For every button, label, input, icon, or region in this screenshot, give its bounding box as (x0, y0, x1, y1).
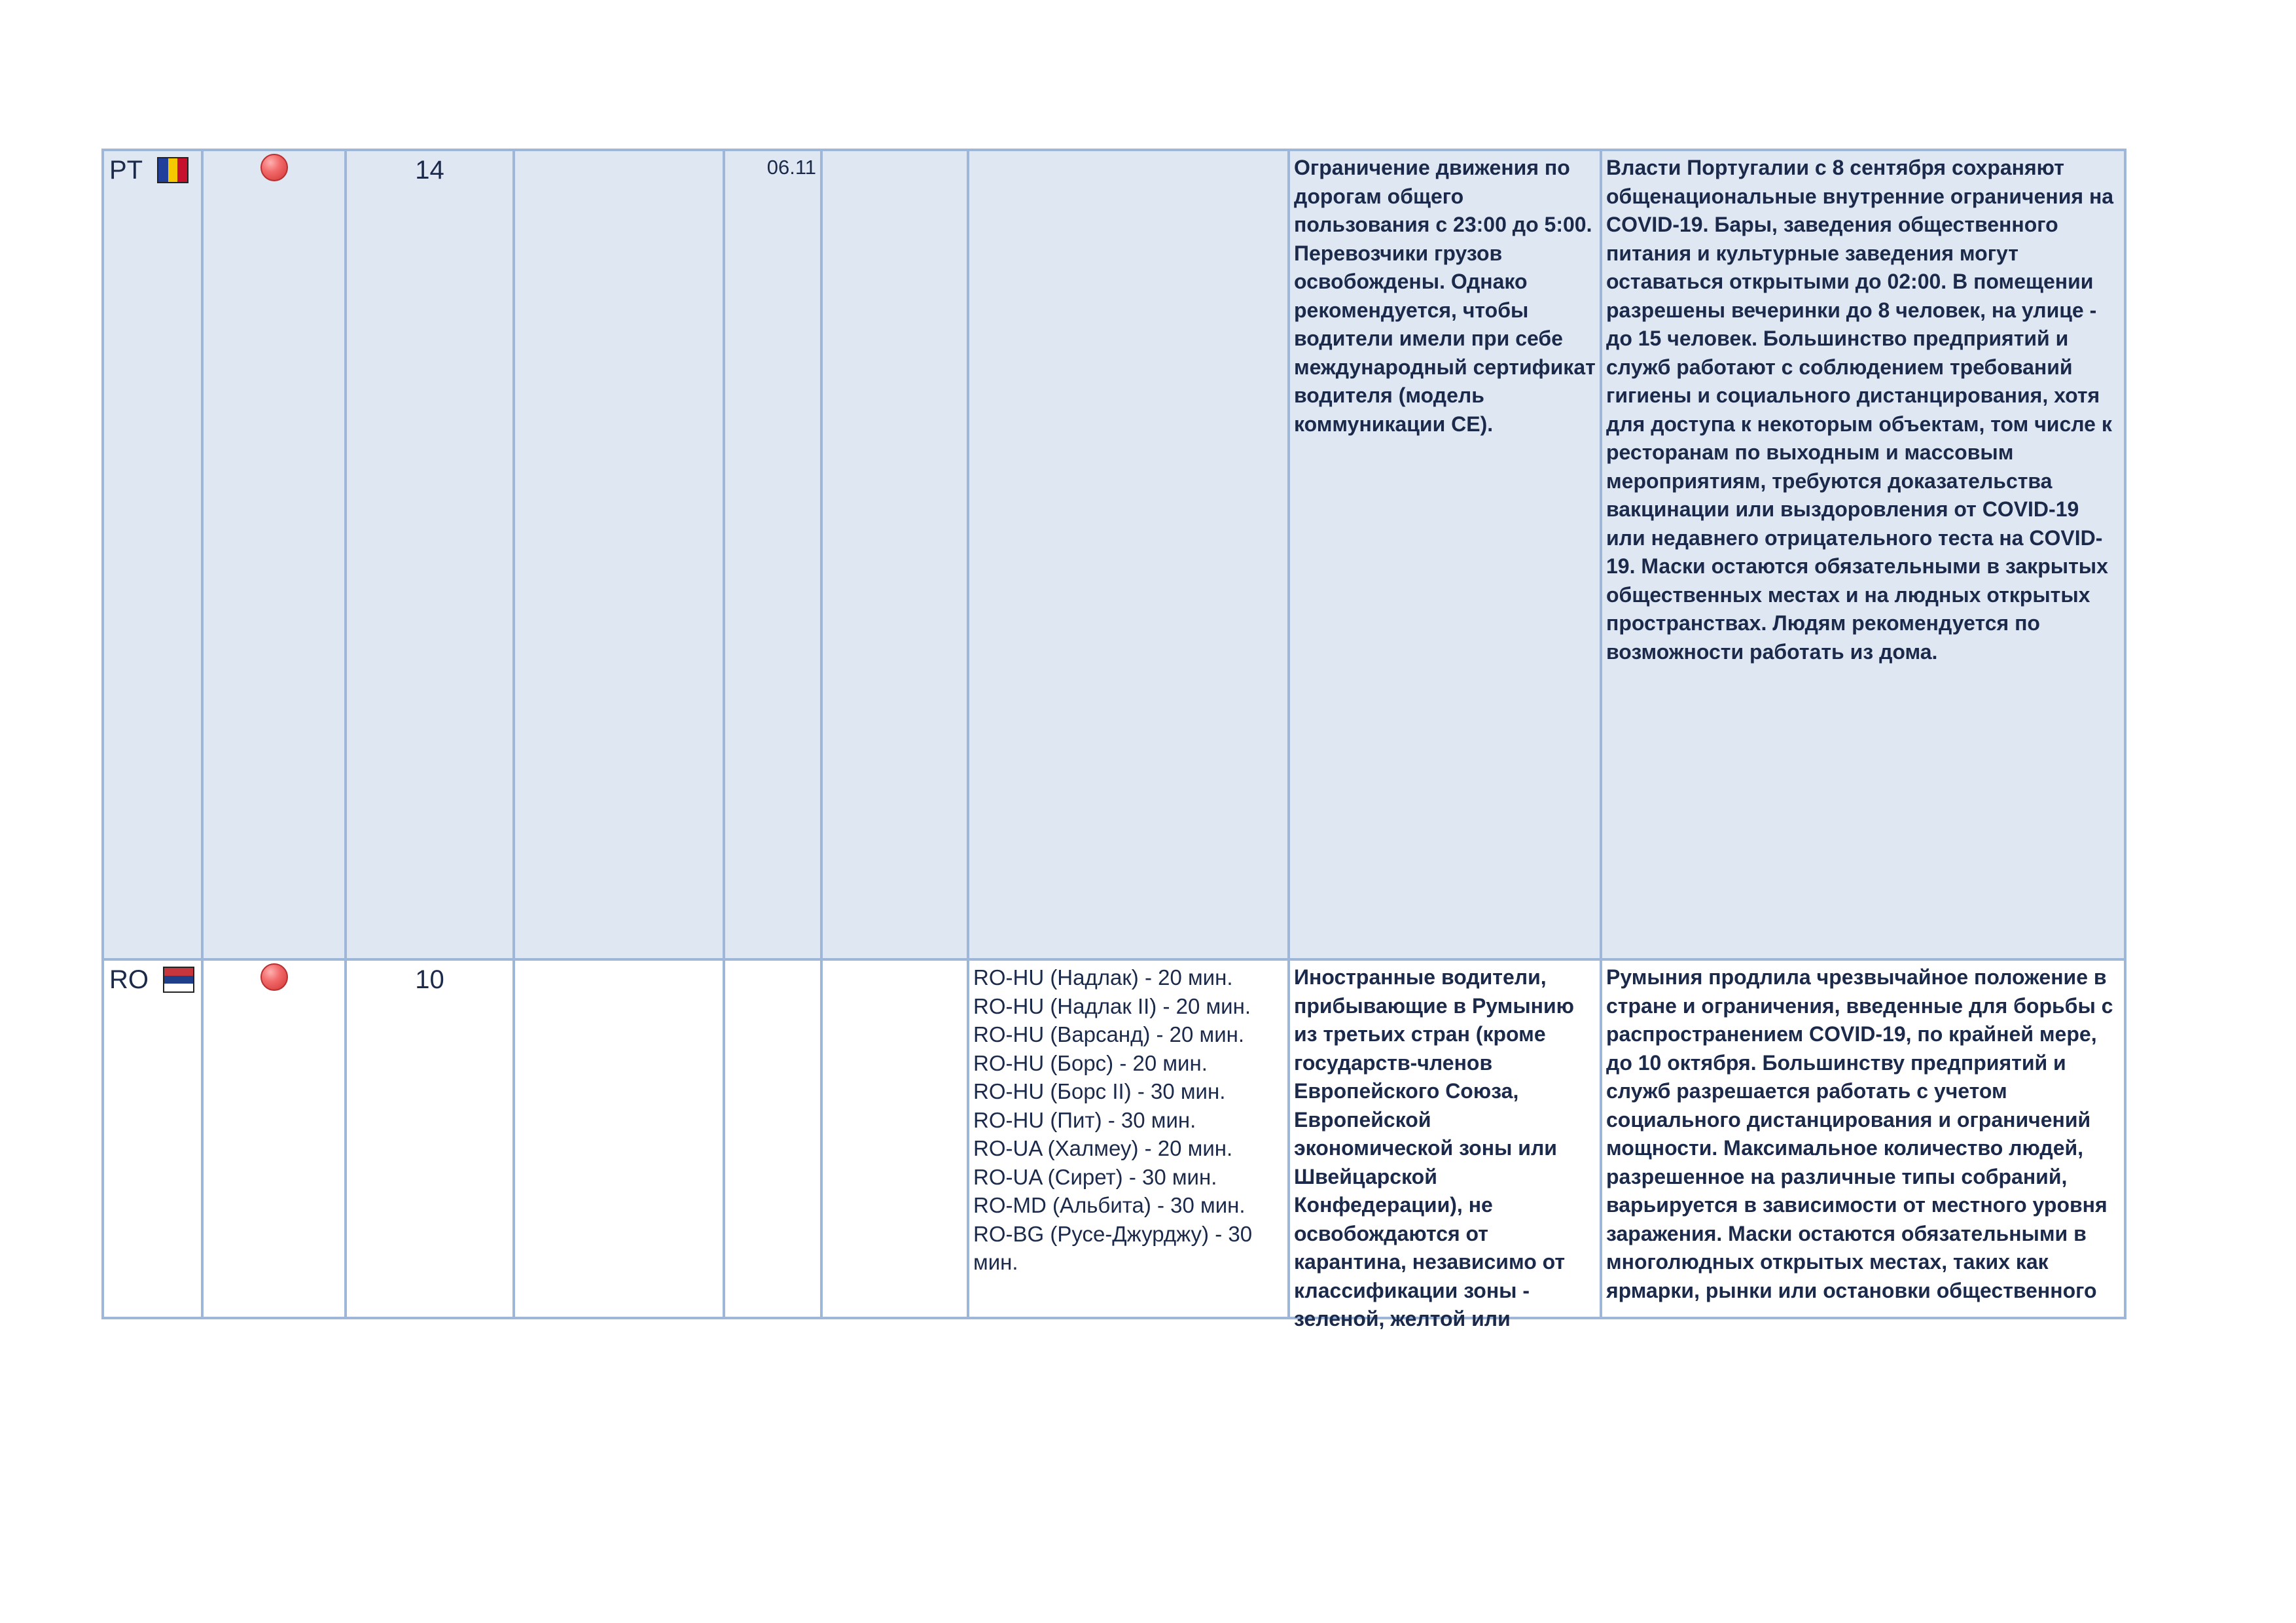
crossing-item: RO-HU (Пит) - 30 мин. (973, 1107, 1196, 1132)
number-value: 10 (415, 965, 444, 994)
crossing-item: RO-HU (Надлак) - 20 мин. (973, 965, 1233, 990)
crossing-item: RO-BG (Русе-Джурджу) - 30 мин. (973, 1221, 1253, 1274)
number-cell (346, 959, 514, 1318)
crossing-item: RO-HU (Надлак II) - 20 мин. (973, 993, 1251, 1018)
country-cell (103, 959, 202, 1318)
crossings-cell (968, 150, 1289, 959)
date-value: 06.11 (766, 156, 816, 179)
empty-cell (821, 959, 968, 1318)
status-red-dot-icon (260, 154, 288, 181)
status-cell (202, 959, 346, 1318)
transport-note: Иностранные водители, прибывающие в Румынию из третьих стран (кроме государств-членов Европейского Союза, Европейской экономической зоны или Швейцарской Конфедерации), не освобождаются от карантина, независимо от классификации зоны - зеленой, желтой или (1294, 965, 1574, 1330)
transport-note-cell (1289, 959, 1601, 1330)
general-note-cell (1601, 959, 2125, 1318)
status-red-dot-icon (260, 963, 288, 991)
date-cell (724, 150, 821, 959)
number-value: 14 (415, 156, 444, 185)
country-flag-icon (163, 967, 194, 993)
general-note: Румыния продлила чрезвычайное положение в стране и ограничения, введенные для борьбы с распространением COVID-19, по крайней мере, до 10 октября. Большинству предприятий и служб разрешается работать с учетом социального дистанцирования и ограничений мощности. Максимальное количество людей, разрешенное на различные типы собраний, варьируется в зависимости от местного уровня заражения. Маски остаются обязательными в многолюдных открытых местах, таких как ярмарки, рынки или остановки общественного (1606, 965, 2113, 1302)
crossing-item: RO-UA (Сирет) - 30 мин. (973, 1164, 1217, 1189)
general-note-cell (1601, 150, 2125, 959)
crossings-list (969, 151, 1287, 154)
empty-cell (821, 150, 968, 959)
crossing-item: RO-HU (Борс) - 20 мин. (973, 1050, 1208, 1075)
empty-cell (514, 959, 724, 1318)
date-value (725, 961, 820, 965)
crossing-item: RO-MD (Альбита) - 30 мин. (973, 1193, 1246, 1217)
crossing-item: RO-HU (Борс II) - 30 мин. (973, 1079, 1226, 1103)
transport-note: Ограничение движения по дорогам общего пользования с 23:00 до 5:00. Перевозчики грузов освобождены. Однако рекомендуется, чтобы водители имели при себе международный сертификат водителя (модель коммуникации CE). (1294, 156, 1596, 436)
transport-note-cell (1289, 150, 1601, 959)
country-flag-icon (157, 157, 188, 183)
country-cell (103, 150, 202, 959)
crossings-cell (968, 959, 1289, 1318)
status-cell (202, 150, 346, 959)
crossing-item: RO-UA (Халмеу) - 20 мин. (973, 1136, 1233, 1160)
crossing-item: RO-HU (Варсанд) - 20 мин. (973, 1022, 1245, 1046)
table-row (103, 959, 2125, 1318)
country-code: PT (109, 156, 143, 185)
crossings-list (969, 961, 1287, 1277)
number-cell (346, 150, 514, 959)
table-row (103, 150, 2125, 959)
restrictions-table (101, 149, 2126, 1330)
empty-cell (514, 150, 724, 959)
date-cell (724, 959, 821, 1318)
country-code: RO (109, 965, 149, 994)
general-note: Власти Португалии с 8 сентября сохраняют общенациональные внутренние ограничения на COVID-19. Бары, заведения общественного питания и культурные заведения могут оставаться открытыми до 02:00. В помещении разрешены вечеринки до 8 человек, на улице - до 15 человек. Большинство предприятий и служб работают с соблюдением требований гигиены и социального дистанцирования, хотя для доступа к некоторым объектам, том числе к ресторанам по выходным и массовым мероприятиям, требуются доказательства вакцинации или выздоровления от COVID-19 или недавнего отрицательного теста на COVID-19. Маски остаются обязательными в закрытых общественных местах и на людных открытых пространствах. Людям рекомендуется по возможности работать из дома. (1606, 156, 2114, 664)
restrictions-table-sheet (101, 149, 2124, 1330)
